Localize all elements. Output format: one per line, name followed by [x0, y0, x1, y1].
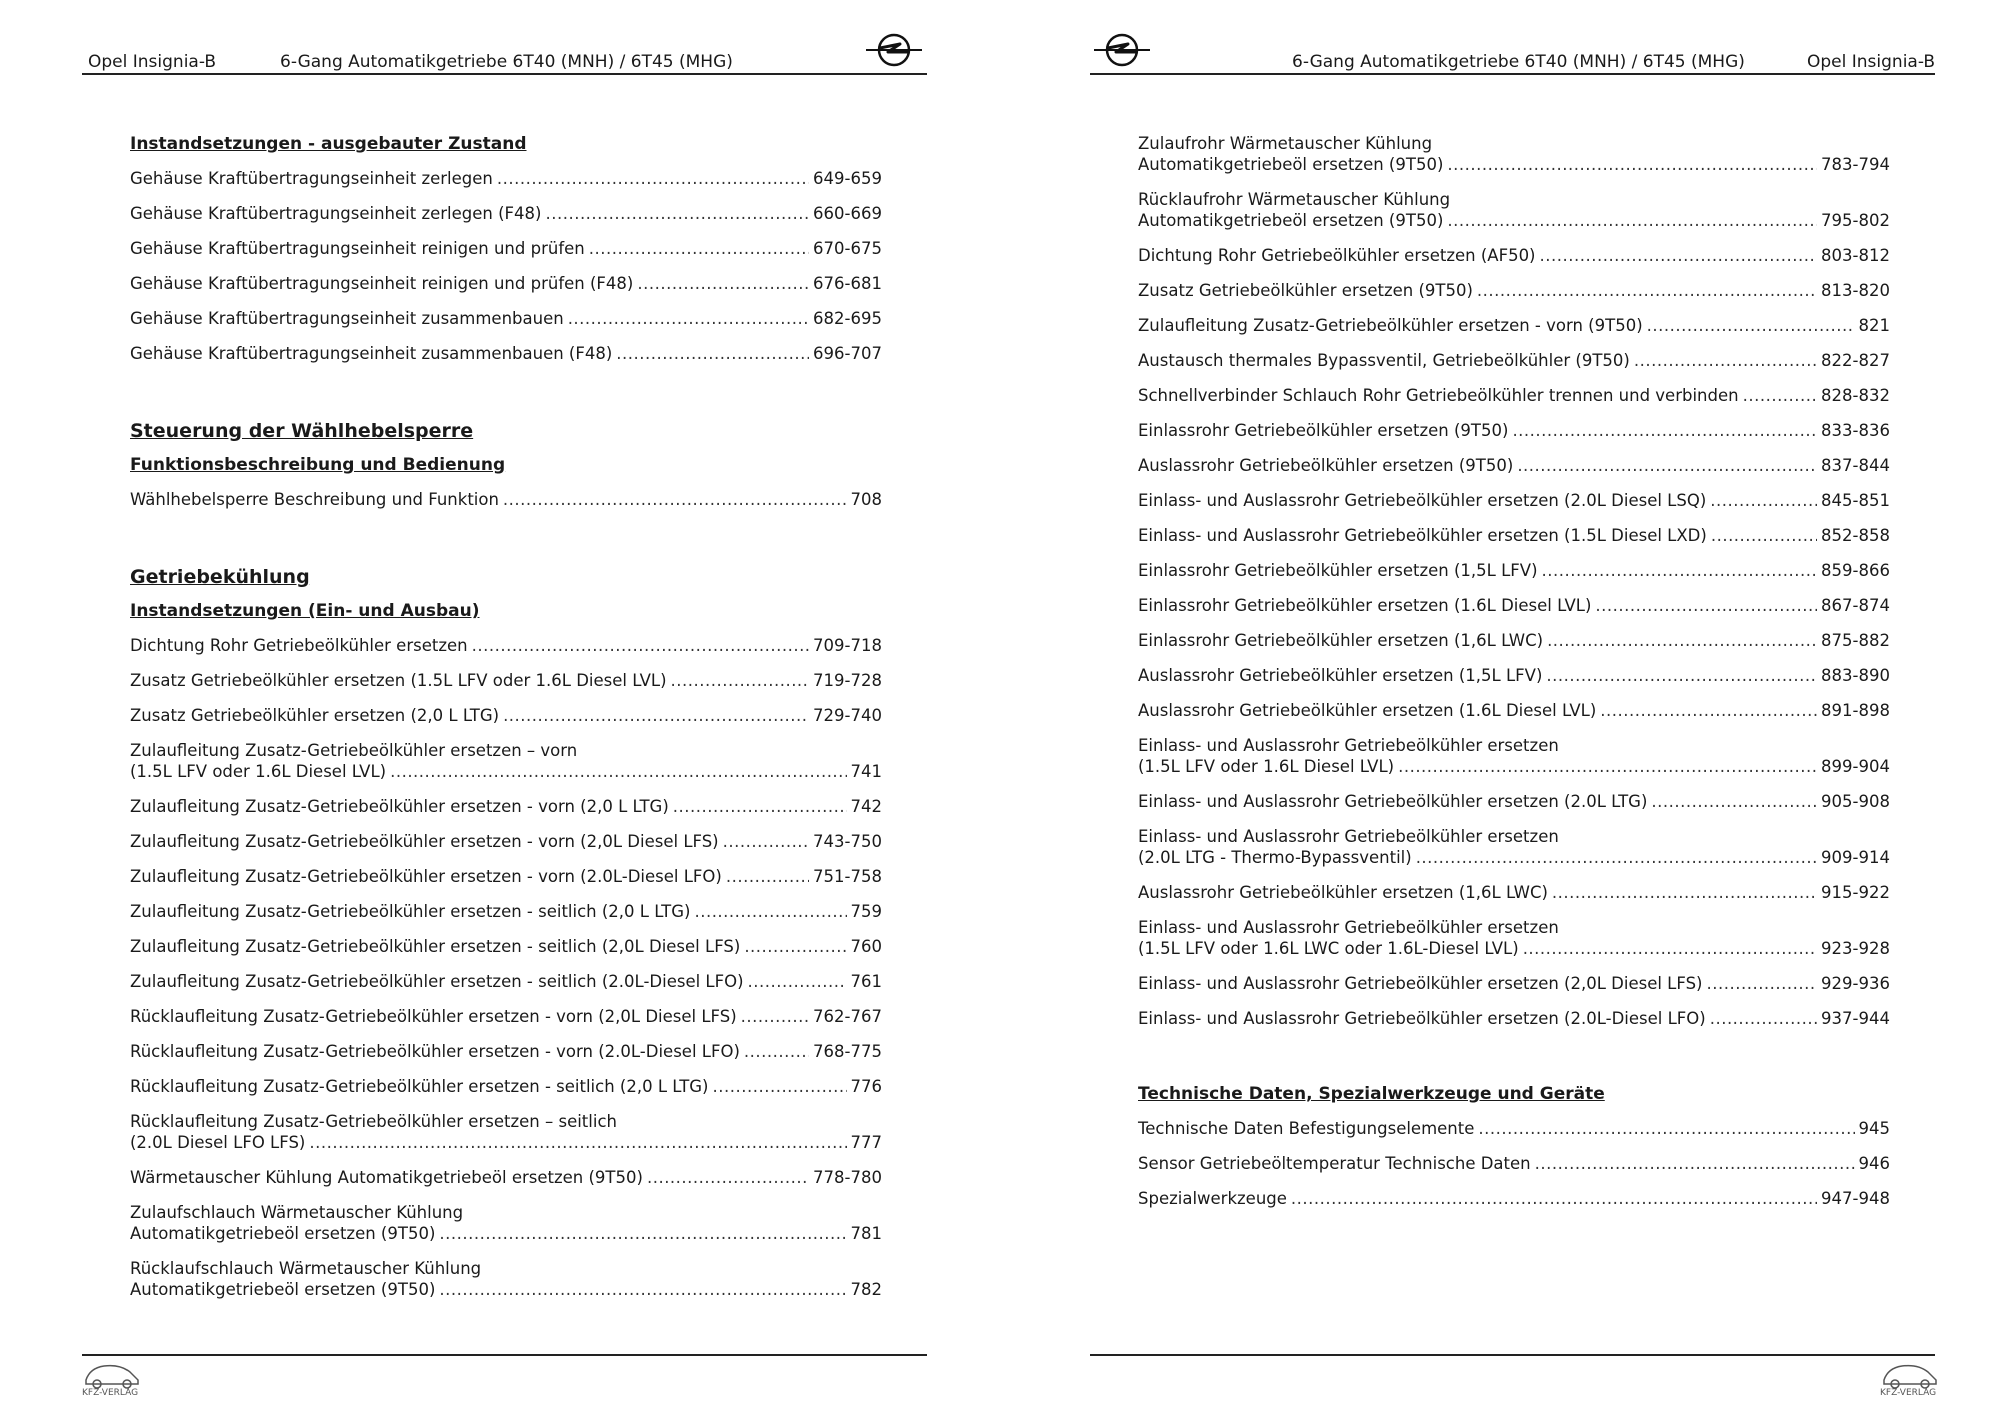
toc-leader-dots [1600, 700, 1817, 721]
toc-entry-title: Einlass- und Auslassrohr Getriebeölkühler ersetzen (2.0L LTG) [1138, 792, 1648, 811]
toc-leader-dots [1547, 630, 1817, 651]
toc-entry-line [130, 761, 882, 782]
toc-leader-dots [1542, 560, 1818, 581]
toc-entry[interactable] [1138, 1188, 1890, 1209]
toc-entry-title: Zulaufleitung Zusatz-Getriebeölkühler ersetzen - vorn (2,0 L LTG) [130, 797, 669, 816]
toc-leader-dots [1478, 1118, 1854, 1139]
toc-entry-line [130, 1006, 882, 1027]
section-subheading: Instandsetzungen - ausgebauter Zustand [130, 134, 527, 154]
toc-entry-line [130, 1167, 882, 1188]
toc-entry-line [130, 1223, 882, 1244]
toc-entry-page: 946 [1858, 1154, 1890, 1173]
toc-entry-page: 837-844 [1821, 456, 1890, 475]
toc-entry-title-line1: Rücklaufrohr Wärmetauscher Kühlung [1138, 190, 1451, 209]
toc-leader-dots [1710, 490, 1817, 511]
toc-entry-page: 660-669 [813, 204, 882, 223]
toc-leader-dots [1540, 245, 1818, 266]
toc-entry[interactable] [1138, 1153, 1890, 1174]
toc-entry-page: 905-908 [1821, 792, 1890, 811]
toc-entry-title: Spezialwerkzeuge [1138, 1189, 1287, 1208]
toc-entry-page: 822-827 [1821, 351, 1890, 370]
toc-entry-line [1138, 1008, 1890, 1029]
toc-entry[interactable] [1138, 490, 1890, 511]
toc-entry-title: Einlass- und Auslassrohr Getriebeölkühler ersetzen (1.5L Diesel LXD) [1138, 526, 1707, 545]
toc-leader-dots [439, 1279, 846, 1300]
toc-entry-page: 945 [1858, 1119, 1890, 1138]
toc-entry-title: (2.0L Diesel LFO LFS) [130, 1133, 306, 1152]
toc-entry-title: Rücklaufleitung Zusatz-Getriebeölkühler ersetzen - vorn (2,0L Diesel LFS) [130, 1007, 737, 1026]
toc-entry-title: Einlassrohr Getriebeölkühler ersetzen (1,6L LWC) [1138, 631, 1544, 650]
toc-entry-page: 867-874 [1821, 596, 1890, 615]
toc-leader-dots [723, 831, 809, 852]
toc-entry[interactable] [1138, 420, 1890, 441]
toc-entry-page: 741 [850, 762, 882, 781]
toc-left [130, 133, 882, 1314]
toc-entry-title: Einlassrohr Getriebeölkühler ersetzen (9T50) [1138, 421, 1509, 440]
toc-leader-dots [1710, 1008, 1817, 1029]
toc-leader-dots [1706, 973, 1817, 994]
toc-entry-title-line1: Einlass- und Auslassrohr Getriebeölkühler ersetzen [1138, 918, 1559, 937]
toc-entry[interactable] [1138, 595, 1890, 616]
toc-leader-dots [472, 635, 809, 656]
toc-leader-dots [1647, 315, 1855, 336]
toc-leader-dots [1711, 525, 1817, 546]
toc-entry[interactable] [130, 1202, 882, 1244]
toc-leader-dots [1398, 756, 1817, 777]
toc-entry-title: Zusatz Getriebeölkühler ersetzen (1.5L LFV oder 1.6L Diesel LVL) [130, 671, 667, 690]
toc-entry-title: Automatikgetriebeöl ersetzen (9T50) [1138, 211, 1444, 230]
toc-entry[interactable] [130, 635, 882, 656]
toc-entry[interactable] [130, 1258, 882, 1300]
toc-entry-page: 803-812 [1821, 246, 1890, 265]
toc-entry-line [130, 1132, 882, 1153]
toc-entry[interactable] [130, 1006, 882, 1027]
toc-entry[interactable] [130, 971, 882, 992]
toc-entry[interactable] [130, 866, 882, 887]
toc-entry-line [1138, 245, 1890, 266]
toc-entry-line [1138, 1153, 1890, 1174]
toc-leader-dots [748, 971, 847, 992]
toc-leader-dots [439, 1223, 846, 1244]
toc-entry[interactable] [130, 489, 882, 510]
toc-entry-title-line1: Zulaufschlauch Wärmetauscher Kühlung [130, 1203, 464, 1222]
toc-entry-title: Technische Daten Befestigungselemente [1138, 1119, 1475, 1138]
toc-entry-title: Gehäuse Kraftübertragungseinheit reinigen und prüfen [130, 239, 585, 258]
toc-entry-page: 729-740 [813, 706, 882, 725]
toc-entry-page: 947-948 [1821, 1189, 1890, 1208]
toc-entry-line [130, 1041, 882, 1062]
toc-leader-dots [1477, 280, 1817, 301]
section-subheading: Instandsetzungen (Ein- und Ausbau) [130, 601, 480, 621]
toc-entry-page: 915-922 [1821, 883, 1890, 902]
toc-entry-page: 852-858 [1821, 526, 1890, 545]
toc-entry-line [1138, 154, 1890, 175]
toc-entry-title-line1: Rücklaufschlauch Wärmetauscher Kühlung [130, 1259, 482, 1278]
toc-entry-title: Einlassrohr Getriebeölkühler ersetzen (1.6L Diesel LVL) [1138, 596, 1592, 615]
toc-entry-page: 682-695 [813, 309, 882, 328]
kfz-verlag-logo-icon [1878, 1360, 1942, 1398]
toc-entry-title: Gehäuse Kraftübertragungseinheit zerlegen (F48) [130, 204, 542, 223]
toc-entry-line [1138, 700, 1890, 721]
toc-entry-line [130, 238, 882, 259]
toc-entry-title-line1: Einlass- und Auslassrohr Getriebeölkühler ersetzen [1138, 827, 1559, 846]
toc-entry-page: 777 [850, 1133, 882, 1152]
toc-entry-line [130, 866, 882, 887]
toc-leader-dots [1523, 938, 1817, 959]
toc-entry-title: Auslassrohr Getriebeölkühler ersetzen (1.6L Diesel LVL) [1138, 701, 1597, 720]
toc-entry[interactable] [130, 168, 882, 189]
toc-entry-page: 891-898 [1821, 701, 1890, 720]
header-title: 6-Gang Automatikgetriebe 6T40 (MNH) / 6T45 (MHG) [1292, 52, 1745, 72]
section-gap [1138, 1043, 1890, 1083]
toc-entry-page: 778-780 [813, 1168, 882, 1187]
toc-entry-title: Wählhebelsperre Beschreibung und Funktion [130, 490, 499, 509]
toc-entry-line [1138, 791, 1890, 812]
toc-entry-title: Zulaufleitung Zusatz-Getriebeölkühler ersetzen - seitlich (2.0L-Diesel LFO) [130, 972, 744, 991]
toc-entry-title-line1: Zulaufrohr Wärmetauscher Kühlung [1138, 134, 1433, 153]
toc-entry-page: 743-750 [813, 832, 882, 851]
toc-entry[interactable] [1138, 791, 1890, 812]
toc-entry[interactable] [1138, 917, 1890, 959]
toc-entry-line [130, 273, 882, 294]
toc-entry-title: Dichtung Rohr Getriebeölkühler ersetzen (AF50) [1138, 246, 1536, 265]
section-heading: Getriebekühlung [130, 566, 310, 588]
toc-entry-line [130, 168, 882, 189]
toc-entry[interactable] [1138, 1008, 1890, 1029]
toc-leader-dots [713, 1076, 847, 1097]
toc-entry-page: 795-802 [1821, 211, 1890, 230]
toc-entry-line [1138, 882, 1890, 903]
toc-leader-dots [1552, 882, 1817, 903]
toc-leader-dots [1517, 455, 1817, 476]
toc-entry-title: Wärmetauscher Kühlung Automatikgetriebeöl ersetzen (9T50) [130, 1168, 643, 1187]
toc-entry-page: 761 [850, 972, 882, 991]
toc-entry[interactable] [130, 740, 882, 782]
toc-entry[interactable] [130, 308, 882, 329]
toc-entry[interactable] [1138, 735, 1890, 777]
toc-entry-title: Automatikgetriebeöl ersetzen (9T50) [130, 1280, 436, 1299]
section-gap [130, 524, 882, 564]
kfz-verlag-logo-icon [80, 1360, 144, 1398]
toc-entry-page: 751-758 [813, 867, 882, 886]
toc-entry-line [1138, 525, 1890, 546]
toc-leader-dots [1595, 595, 1817, 616]
toc-entry-line [1138, 756, 1890, 777]
toc-entry[interactable] [1138, 665, 1890, 686]
toc-entry-page: 883-890 [1821, 666, 1890, 685]
toc-entry-line [1138, 315, 1890, 336]
toc-entry-page: 649-659 [813, 169, 882, 188]
toc-entry[interactable] [130, 936, 882, 957]
toc-entry-page: 759 [850, 902, 882, 921]
toc-entry-title: Zulaufleitung Zusatz-Getriebeölkühler ersetzen - vorn (2,0L Diesel LFS) [130, 832, 719, 851]
toc-entry[interactable] [130, 705, 882, 726]
toc-entry-line [130, 1076, 882, 1097]
toc-entry-title-line1: Zulaufleitung Zusatz-Getriebeölkühler ersetzen – vorn [130, 741, 578, 760]
toc-entry-line [130, 831, 882, 852]
toc-entry[interactable] [130, 1111, 882, 1153]
toc-entry-page: 708 [850, 490, 882, 509]
toc-entry-line [130, 936, 882, 957]
footer-logo-text: KFZ-VERLAG [1880, 1388, 1937, 1398]
toc-entry-page: 719-728 [813, 671, 882, 690]
toc-entry-title: Gehäuse Kraftübertragungseinheit reinigen und prüfen (F48) [130, 274, 634, 293]
toc-entry[interactable] [1138, 350, 1890, 371]
toc-entry-page: 859-866 [1821, 561, 1890, 580]
header-model: Opel Insignia-B [1807, 52, 1936, 72]
toc-leader-dots [589, 238, 809, 259]
toc-entry-line [1138, 630, 1890, 651]
toc-entry[interactable] [1138, 455, 1890, 476]
toc-entry[interactable] [130, 203, 882, 224]
footer-logo-text: KFZ-VERLAG [82, 1388, 139, 1398]
toc-leader-dots [673, 796, 847, 817]
toc-entry[interactable] [1138, 1118, 1890, 1139]
toc-entry-line [130, 343, 882, 364]
toc-entry-title: Rücklaufleitung Zusatz-Getriebeölkühler ersetzen - vorn (2.0L-Diesel LFO) [130, 1042, 740, 1061]
section-subheading: Funktionsbeschreibung und Bedienung [130, 455, 506, 475]
toc-entry[interactable] [1138, 630, 1890, 651]
toc-entry[interactable] [130, 831, 882, 852]
toc-entry[interactable] [1138, 973, 1890, 994]
footer-rule [82, 1354, 927, 1356]
toc-entry-page: 782 [850, 1280, 882, 1299]
toc-leader-dots [744, 936, 846, 957]
toc-leader-dots [1447, 210, 1817, 231]
toc-leader-dots [671, 670, 810, 691]
toc-entry-title: (1.5L LFV oder 1.6L Diesel LVL) [1138, 757, 1395, 776]
toc-entry-title: Einlass- und Auslassrohr Getriebeölkühler ersetzen (2,0L Diesel LFS) [1138, 974, 1703, 993]
toc-entry[interactable] [1138, 245, 1890, 266]
toc-leader-dots [1634, 350, 1817, 371]
toc-entry-title: Austausch thermales Bypassventil, Getriebeölkühler (9T50) [1138, 351, 1630, 370]
toc-entry-line [1138, 973, 1890, 994]
toc-entry[interactable] [1138, 560, 1890, 581]
toc-entry-page: 776 [850, 1077, 882, 1096]
toc-leader-dots [647, 1167, 809, 1188]
toc-entry[interactable] [130, 901, 882, 922]
header-rule [1090, 73, 1935, 75]
toc-entry-page: 875-882 [1821, 631, 1890, 650]
toc-entry-page: 783-794 [1821, 155, 1890, 174]
toc-entry-page: 768-775 [813, 1042, 882, 1061]
toc-entry-title: Gehäuse Kraftübertragungseinheit zusammenbauen [130, 309, 564, 328]
toc-entry-page: 923-928 [1821, 939, 1890, 958]
toc-entry-title: Zulaufleitung Zusatz-Getriebeölkühler ersetzen - vorn (2.0L-Diesel LFO) [130, 867, 722, 886]
toc-entry[interactable] [1138, 133, 1890, 175]
toc-leader-dots [616, 343, 809, 364]
toc-entry-title: Dichtung Rohr Getriebeölkühler ersetzen [130, 636, 468, 655]
toc-leader-dots [741, 1006, 809, 1027]
toc-entry[interactable] [130, 1076, 882, 1097]
opel-logo-icon [866, 30, 922, 70]
toc-entry-line [1138, 420, 1890, 441]
toc-leader-dots [744, 1041, 809, 1062]
toc-entry-title: Einlassrohr Getriebeölkühler ersetzen (1,5L LFV) [1138, 561, 1538, 580]
toc-entry-page: 821 [1858, 316, 1890, 335]
toc-entry-title: (1.5L LFV oder 1.6L LWC oder 1.6L-Diesel LVL) [1138, 939, 1519, 958]
toc-entry-page: 696-707 [813, 344, 882, 363]
toc-leader-dots [497, 168, 809, 189]
toc-leader-dots [637, 273, 809, 294]
toc-leader-dots [1416, 847, 1817, 868]
toc-entry-page: 899-904 [1821, 757, 1890, 776]
toc-entry-line [130, 705, 882, 726]
toc-entry-title: (1.5L LFV oder 1.6L Diesel LVL) [130, 762, 387, 781]
toc-entry-page: 828-832 [1821, 386, 1890, 405]
toc-leader-dots [1535, 1153, 1855, 1174]
toc-entry[interactable] [1138, 315, 1890, 336]
toc-entry-line [1138, 1188, 1890, 1209]
header-model: Opel Insignia-B [88, 52, 217, 72]
toc-entry-page: 845-851 [1821, 491, 1890, 510]
toc-entry-title: Auslassrohr Getriebeölkühler ersetzen (1,5L LFV) [1138, 666, 1543, 685]
toc-entry-page: 762-767 [813, 1007, 882, 1026]
toc-entry[interactable] [130, 1041, 882, 1062]
toc-entry[interactable] [130, 670, 882, 691]
toc-entry-line [1138, 210, 1890, 231]
toc-entry-line [1138, 938, 1890, 959]
toc-leader-dots [503, 705, 809, 726]
toc-entry-line [1138, 560, 1890, 581]
toc-entry[interactable] [130, 1167, 882, 1188]
toc-entry-line [1138, 455, 1890, 476]
toc-leader-dots [1512, 420, 1817, 441]
section-heading: Steuerung der Wählhebelsperre [130, 420, 474, 442]
toc-leader-dots [390, 761, 846, 782]
toc-entry[interactable] [1138, 385, 1890, 406]
toc-entry-line [130, 308, 882, 329]
toc-entry-title: Gehäuse Kraftübertragungseinheit zusammenbauen (F48) [130, 344, 613, 363]
toc-entry-line [1138, 1118, 1890, 1139]
toc-leader-dots [568, 308, 809, 329]
toc-entry-line [130, 670, 882, 691]
toc-entry[interactable] [1138, 826, 1890, 868]
toc-entry-title: Zulaufleitung Zusatz-Getriebeölkühler ersetzen - seitlich (2,0L Diesel LFS) [130, 937, 741, 956]
toc-leader-dots [1447, 154, 1817, 175]
toc-entry[interactable] [1138, 882, 1890, 903]
toc-entry-title-line1: Rücklaufleitung Zusatz-Getriebeölkühler ersetzen – seitlich [130, 1112, 617, 1131]
toc-right [1138, 133, 1890, 1223]
toc-entry-page: 813-820 [1821, 281, 1890, 300]
toc-entry-page: 676-681 [813, 274, 882, 293]
toc-entry-line [1138, 280, 1890, 301]
toc-entry-page: 937-944 [1821, 1009, 1890, 1028]
toc-entry-page: 781 [850, 1224, 882, 1243]
toc-entry-title: Automatikgetriebeöl ersetzen (9T50) [1138, 155, 1444, 174]
toc-leader-dots [545, 203, 809, 224]
toc-entry-title: Schnellverbinder Schlauch Rohr Getriebeölkühler trennen und verbinden [1138, 386, 1739, 405]
section-subheading: Technische Daten, Spezialwerkzeuge und Geräte [1138, 1084, 1605, 1104]
toc-entry-title: (2.0L LTG - Thermo-Bypassventil) [1138, 848, 1412, 867]
toc-entry[interactable] [1138, 525, 1890, 546]
toc-entry-line [1138, 665, 1890, 686]
toc-leader-dots [309, 1132, 846, 1153]
header-title: 6-Gang Automatikgetriebe 6T40 (MNH) / 6T45 (MHG) [280, 52, 733, 72]
toc-entry-line [1138, 847, 1890, 868]
toc-entry-title-line1: Einlass- und Auslassrohr Getriebeölkühler ersetzen [1138, 736, 1559, 755]
toc-entry-title: Rücklaufleitung Zusatz-Getriebeölkühler ersetzen - seitlich (2,0 L LTG) [130, 1077, 709, 1096]
toc-entry-title: Zulaufleitung Zusatz-Getriebeölkühler ersetzen - vorn (9T50) [1138, 316, 1643, 335]
toc-entry-title: Sensor Getriebeöltemperatur Technische Daten [1138, 1154, 1531, 1173]
toc-entry-title: Auslassrohr Getriebeölkühler ersetzen (1,6L LWC) [1138, 883, 1548, 902]
toc-entry-title: Automatikgetriebeöl ersetzen (9T50) [130, 1224, 436, 1243]
toc-entry-title: Einlass- und Auslassrohr Getriebeölkühler ersetzen (2.0L Diesel LSQ) [1138, 491, 1707, 510]
toc-entry-line [130, 1279, 882, 1300]
toc-entry-line [1138, 595, 1890, 616]
toc-entry-title: Einlass- und Auslassrohr Getriebeölkühler ersetzen (2.0L-Diesel LFO) [1138, 1009, 1706, 1028]
toc-entry-page: 833-836 [1821, 421, 1890, 440]
toc-entry-line [130, 971, 882, 992]
toc-entry-line [1138, 385, 1890, 406]
toc-entry-line [130, 489, 882, 510]
opel-logo-icon [1094, 30, 1150, 70]
toc-entry-page: 929-936 [1821, 974, 1890, 993]
toc-leader-dots [503, 489, 847, 510]
toc-entry-line [1138, 490, 1890, 511]
footer-rule [1090, 1354, 1935, 1356]
toc-entry-line [130, 901, 882, 922]
toc-leader-dots [694, 901, 846, 922]
toc-entry[interactable] [130, 238, 882, 259]
toc-leader-dots [1546, 665, 1817, 686]
toc-entry-title: Zusatz Getriebeölkühler ersetzen (9T50) [1138, 281, 1473, 300]
toc-entry-page: 742 [850, 797, 882, 816]
section-gap [130, 378, 882, 418]
toc-entry-title: Zulaufleitung Zusatz-Getriebeölkühler ersetzen - seitlich (2,0 L LTG) [130, 902, 691, 921]
toc-entry[interactable] [130, 343, 882, 364]
toc-leader-dots [1651, 791, 1817, 812]
toc-leader-dots [726, 866, 809, 887]
right-page [1000, 0, 2000, 1413]
toc-entry-line [130, 203, 882, 224]
toc-entry-line [130, 635, 882, 656]
toc-entry[interactable] [1138, 700, 1890, 721]
toc-entry-line [130, 796, 882, 817]
toc-entry[interactable] [130, 796, 882, 817]
toc-entry[interactable] [130, 273, 882, 294]
header-rule [82, 73, 927, 75]
toc-entry-page: 760 [850, 937, 882, 956]
toc-entry-line [1138, 350, 1890, 371]
toc-entry-title: Zusatz Getriebeölkühler ersetzen (2,0 L LTG) [130, 706, 500, 725]
toc-entry[interactable] [1138, 280, 1890, 301]
toc-entry[interactable] [1138, 189, 1890, 231]
toc-leader-dots [1291, 1188, 1817, 1209]
toc-entry-page: 709-718 [813, 636, 882, 655]
toc-entry-title: Auslassrohr Getriebeölkühler ersetzen (9T50) [1138, 456, 1514, 475]
toc-entry-page: 670-675 [813, 239, 882, 258]
toc-entry-title: Gehäuse Kraftübertragungseinheit zerlegen [130, 169, 493, 188]
toc-entry-page: 909-914 [1821, 848, 1890, 867]
toc-leader-dots [1743, 385, 1817, 406]
